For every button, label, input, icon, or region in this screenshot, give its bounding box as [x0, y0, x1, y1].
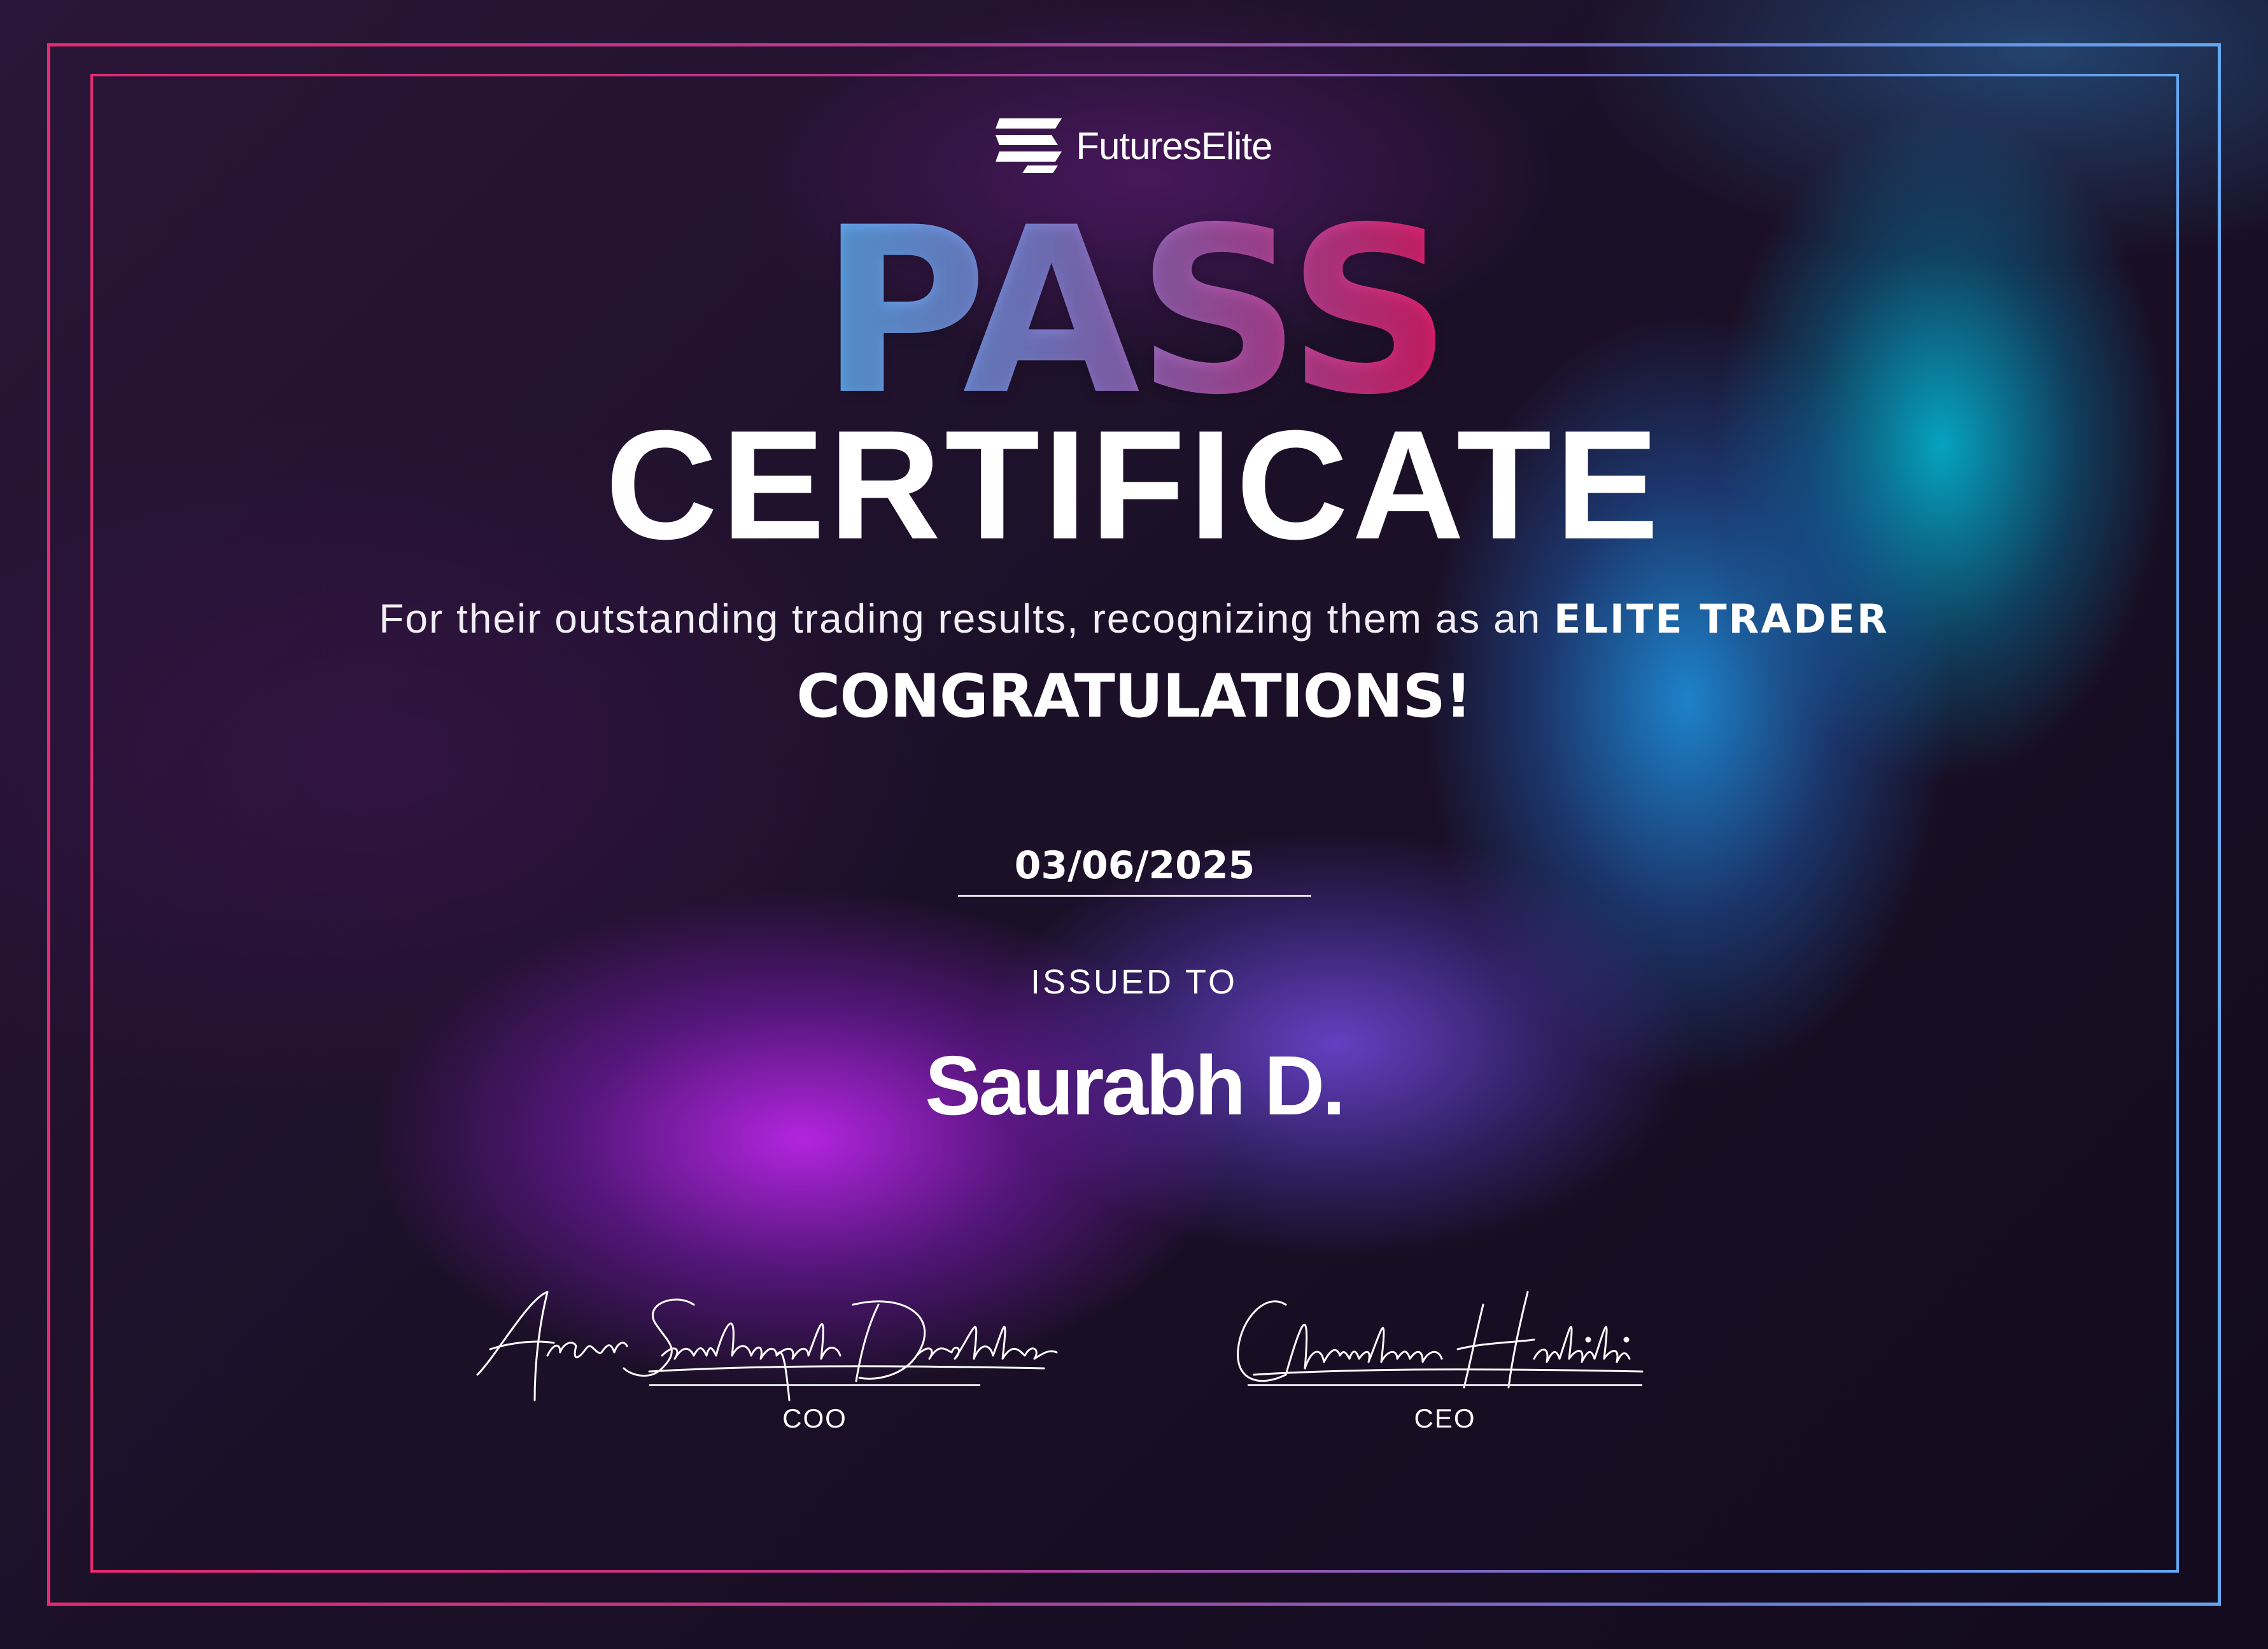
role-ceo: CEO — [1414, 1403, 1476, 1433]
recognition-body: For their outstanding trading results, recognizing them as an — [379, 596, 1542, 642]
signature-block-ceo — [1229, 1279, 1674, 1445]
recipient-name: Saurabh D. — [925, 1039, 1343, 1132]
brand-logo — [0, 118, 2268, 173]
signature-line-coo — [649, 1384, 980, 1386]
congratulations-text: CONGRATULATIONS! — [796, 662, 1472, 731]
issued-to-label: ISSUED TO — [1030, 963, 1238, 1001]
signature-coo — [471, 1279, 1190, 1407]
certificate-title: CERTIFICATE — [605, 398, 1663, 572]
issue-date: 03/06/2025 — [1014, 843, 1255, 888]
pass-text: PASS — [819, 178, 1449, 445]
date-underline — [958, 895, 1311, 897]
recognition-text — [0, 595, 2268, 642]
signature-ceo — [1229, 1279, 1674, 1407]
role-coo: COO — [782, 1403, 847, 1433]
elite-trader-emphasis: ELITE TRADER — [1554, 596, 1889, 642]
signature-block-coo — [471, 1279, 1190, 1445]
brand-name: FuturesElite — [1076, 124, 1272, 167]
futureselite-logo-icon — [996, 118, 1062, 173]
pass-headline — [0, 178, 2268, 445]
signature-line-ceo — [1248, 1384, 1642, 1386]
